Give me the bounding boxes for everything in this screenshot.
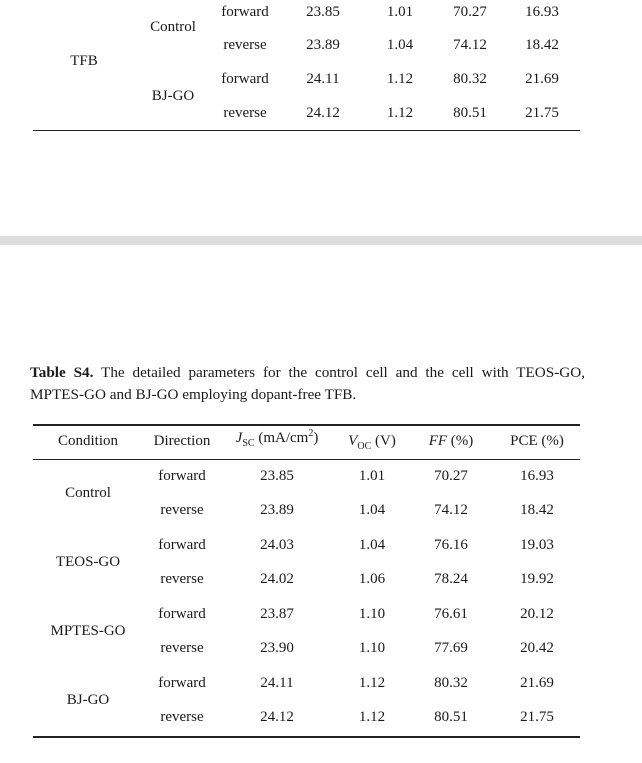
cell-pce: 21.69	[520, 675, 554, 691]
cell-direction: reverse	[160, 502, 204, 518]
cell-ff: 80.51	[434, 709, 468, 725]
cell-direction: forward	[158, 537, 206, 553]
condition-mptes-go: MPTES-GO	[50, 623, 126, 639]
voc-symbol: V	[348, 433, 358, 449]
prev-cell-direction: forward	[221, 4, 269, 20]
prev-cell-ff: 80.32	[453, 71, 487, 87]
header-condition: Condition	[57, 433, 119, 449]
cell-ff: 74.12	[434, 502, 468, 518]
prev-cell-jsc: 23.89	[306, 37, 340, 53]
cell-voc: 1.10	[358, 606, 386, 622]
cell-voc: 1.01	[358, 468, 386, 484]
prev-table-bottom-rule	[33, 130, 580, 131]
cell-voc: 1.04	[358, 537, 386, 553]
prev-cell-ff: 80.51	[453, 105, 487, 121]
caption-text: The detailed parameters for the control cell and the cell with TEOS-GO, MPTES-GO and BJ-GO employing dopant-free TFB.	[30, 364, 585, 403]
prev-cell-pce: 18.42	[525, 37, 559, 53]
prev-cell-ff: 70.27	[453, 4, 487, 20]
cell-jsc: 24.03	[260, 537, 294, 553]
page-separator	[0, 236, 642, 245]
jsc-subscript: SC	[242, 438, 255, 449]
cell-direction: forward	[158, 468, 206, 484]
condition-teos-go: TEOS-GO	[55, 554, 121, 570]
table-top-rule	[33, 424, 580, 426]
prev-cell-voc: 1.01	[386, 4, 414, 20]
prev-cell-voc: 1.04	[386, 37, 414, 53]
cell-direction: forward	[158, 606, 206, 622]
cell-direction: reverse	[160, 640, 204, 656]
cell-pce: 16.93	[520, 468, 554, 484]
cell-voc: 1.12	[358, 709, 386, 725]
prev-cell-pce: 21.75	[525, 105, 559, 121]
cell-pce: 18.42	[520, 502, 554, 518]
header-jsc	[236, 430, 319, 447]
cell-ff: 76.61	[434, 606, 468, 622]
cell-ff: 78.24	[434, 571, 468, 587]
prev-device-label: TFB	[70, 53, 98, 69]
cell-direction: forward	[158, 675, 206, 691]
cell-voc: 1.06	[358, 571, 386, 587]
cell-ff: 70.27	[434, 468, 468, 484]
cell-voc: 1.10	[358, 640, 386, 656]
cell-jsc: 23.87	[260, 606, 294, 622]
prev-cell-pce: 21.69	[525, 71, 559, 87]
cell-jsc: 23.90	[260, 640, 294, 656]
jsc-unit-superscript: 2	[308, 428, 314, 439]
jsc-unit: (mA/cm	[254, 430, 309, 446]
cell-jsc: 23.85	[260, 468, 294, 484]
prev-cell-voc: 1.12	[386, 105, 414, 121]
prev-cell-direction: forward	[221, 71, 269, 87]
cell-ff: 76.16	[434, 537, 468, 553]
cell-direction: reverse	[160, 709, 204, 725]
cell-voc: 1.12	[358, 675, 386, 691]
prev-cell-pce: 16.93	[525, 4, 559, 20]
prev-condition-bjgo: BJ-GO	[151, 88, 195, 104]
cell-pce: 21.75	[520, 709, 554, 725]
table-header-rule	[33, 459, 580, 460]
condition-bj-go: BJ-GO	[66, 692, 110, 708]
cell-direction: reverse	[160, 571, 204, 587]
prev-cell-jsc: 24.11	[306, 71, 340, 87]
cell-pce: 19.03	[520, 537, 554, 553]
voc-subscript: OC	[357, 441, 372, 452]
cell-ff: 77.69	[434, 640, 468, 656]
prev-cell-jsc: 23.85	[306, 4, 340, 20]
cell-pce: 20.42	[520, 640, 554, 656]
prev-cell-direction: reverse	[223, 105, 267, 121]
table-caption	[30, 362, 585, 406]
jsc-unit-close: )	[313, 430, 319, 446]
voc-unit: (V)	[371, 433, 396, 449]
cell-voc: 1.04	[358, 502, 386, 518]
prev-cell-ff: 74.12	[453, 37, 487, 53]
previous-page-fragment	[0, 0, 642, 236]
ff-unit: (%)	[447, 433, 474, 449]
prev-cell-direction: reverse	[223, 37, 267, 53]
prev-cell-voc: 1.12	[386, 71, 414, 87]
table-bottom-rule	[33, 736, 580, 738]
header-ff	[429, 433, 474, 450]
header-voc	[348, 433, 396, 450]
header-direction: Direction	[153, 433, 211, 449]
jsc-symbol: J	[235, 430, 243, 446]
header-pce: PCE (%)	[510, 433, 564, 449]
condition-control: Control	[65, 485, 111, 501]
cell-pce: 20.12	[520, 606, 554, 622]
cell-ff: 80.32	[434, 675, 468, 691]
cell-jsc: 24.11	[260, 675, 294, 691]
prev-condition-control: Control	[150, 19, 196, 35]
cell-jsc: 24.12	[260, 709, 294, 725]
cell-jsc: 24.02	[260, 571, 294, 587]
cell-pce: 19.92	[520, 571, 554, 587]
prev-cell-jsc: 24.12	[306, 105, 340, 121]
caption-label: Table S4.	[30, 364, 94, 381]
ff-symbol: FF	[428, 433, 448, 449]
cell-jsc: 23.89	[260, 502, 294, 518]
